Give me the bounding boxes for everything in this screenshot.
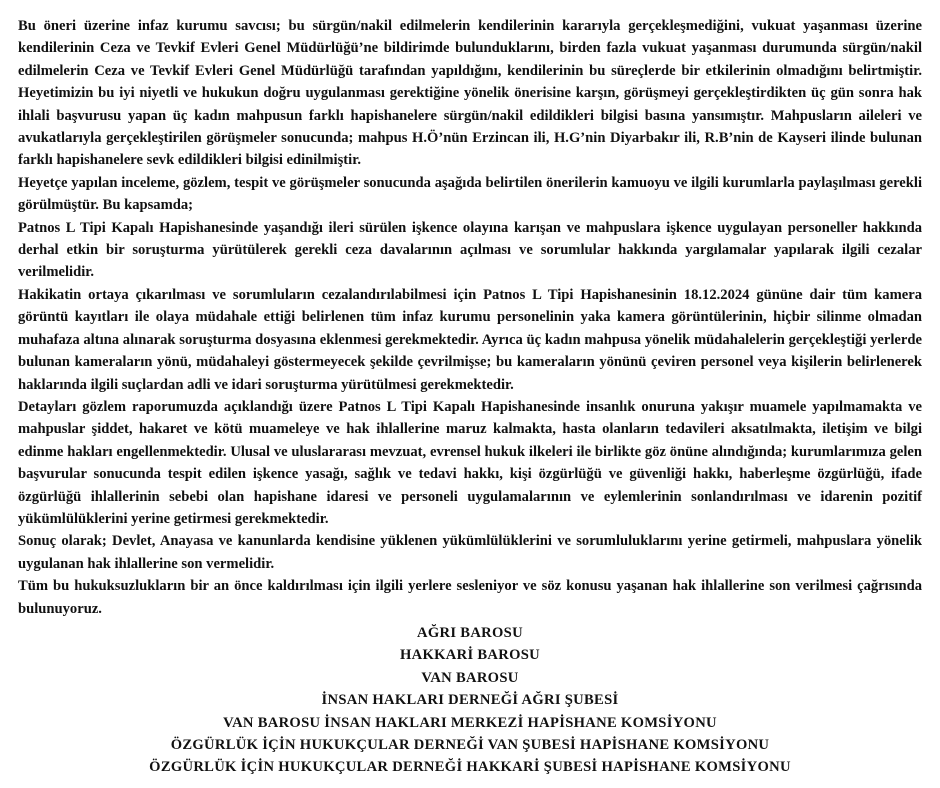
signatory-van-bar: VAN BAROSU: [421, 669, 519, 686]
signatory-ohd-hakkari: ÖZGÜRLÜK İÇİN HUKUKÇULAR DERNEĞİ HAKKARİ ŞUBESİ HAPİSHANE KOMSİYONU: [149, 759, 791, 776]
paragraph-conclusion: Sonuç olarak; Devlet, Anayasa ve kanunlarda kendisine yüklenen yükümlülüklerini ve sorumluluklarını yerine getirmeli, mahpuslara yönelik uygulanan hak ihlallerine son vermelidir.: [18, 533, 922, 572]
paragraph-recommendations-intro: Heyetçe yapılan inceleme, gözlem, tespit ve görüşmeler sonucunda aşağıda belirtilen önerilerin kamuoyu ve ilgili kurumlarla paylaşılması gerekli görülmüştür. Bu kapsamda;: [18, 174, 922, 214]
paragraph-transfer-info: Bu öneri üzerine infaz kurumu savcısı; bu sürgün/nakil edilmelerin kendilerinin kararıyla gerçekleşmediğini, vukuat yaşanması üzerine kendilerinin Ceza ve Tevkif Evleri Genel Müdürlüğü’ne bildirimde bulunduklarını, birden fazla vukuat yaşanması durumunda sürgün/nakil edilmelerin Ceza ve Tevkif Evleri Genel Müdürlüğü tarafından yapıldığını, kendilerinin bu süreçlerde bir etkilerinin olmadığını belirtmiştir. Heyetimizin bu iyi niyetli ve hukukun doğru uygulanması gerektiğine yönelik önerisine karşın, görüşmeyi gerçekleştirdikten üç gün sonra hak ihlali başvurusu yapan üç kadın mahpusun farklı hapishanelere sürgün/nakil edildikleri bilgisi basına yansımıştır. Mahpusların aileleri ve avukatlarıyla gerçekleştirilen görüşmeler sonucunda; mahpus H.Ö’nün Erzincan ili, H.G’nin Diyarbakır ili, R.B’nin de Kayseri ilinde bulunan farklı hapishanelere sevk edildikleri bilgisi edinilmiştir.: [18, 18, 922, 169]
paragraph-camera-records: Hakikatin ortaya çıkarılması ve sorumluların cezalandırılabilmesi için Patnos L Tipi Hapishanesinin 18.12.2024 gününe dair tüm kamera görüntü kayıtları ile olaya müdahale ettiği belirlenen tüm infaz kurumu personelinin yaka kamera görüntülerinin, hiçbir silinme olmadan muhafaza altına alınarak soruşturma dosyasına eklenmesi gerekmektedir. Ayrıca üç kadın mahpusa yönelik müdahalelerin gerçekleştiği yerlerde bulunan kameraların yönü, müdahaleyi göstermeyecek şekilde çevrilmişse; bu kameraların yönünü çeviren personel veya kişilerin belirlenerek haklarında ilgili suçlardan adli ve idari soruşturma yürütülmesi gerekmektedir.: [18, 286, 922, 393]
signatory-ihd-agri: İNSAN HAKLARI DERNEĞİ AĞRI ŞUBESİ: [321, 692, 619, 709]
document-body: [18, 15, 922, 620]
signatories-block: [18, 622, 922, 779]
signatory-ohd-van: ÖZGÜRLÜK İÇİN HUKUKÇULAR DERNEĞİ VAN ŞUBESİ HAPİSHANE KOMSİYONU: [170, 737, 770, 753]
paragraph-call-to-action: Tüm bu hukuksuzlukların bir an önce kaldırılması için ilgili yerlere sesleniyor ve söz konusu yaşanan hak ihlallerine son verilmesi çağrısında bulunuyoruz.: [18, 578, 922, 617]
paragraph-rights-violations: Detayları gözlem raporumuzda açıklandığı üzere Patnos L Tipi Kapalı Hapishanesinde insanlık onuruna yakışır muamele yapılmamakta ve mahpuslar şiddet, hakaret ve kötü muameleye ve hak ihlallerine maruz kalmakta, hasta olanların tedavileri aksatılmakta, iletişim ve bilgi edinme hakları engellenmektedir. Ulusal ve uluslararası mevzuat, evrensel hukuk ilkeleri ile birlikte göz önüne alındığında; kurumlarımıza gelen başvurular sonucunda tespit edilen işkence yasağı, sağlık ve tedavi hakkı, kişi özgürlüğü ve güvenliği hakkı, haberleşme özgürlüğü, ifade özgürlüğü ihlallerinin sebebi olan hapishane idaresi ve personeli uygulamalarının ve eylemlerinin sonlandırılması ve idarenin pozitif yükümlülüklerini yerine getirmesi gerekmektedir.: [18, 398, 922, 527]
signatory-van-bar-hr-center: VAN BAROSU İNSAN HAKLARI MERKEZİ HAPİSHANE KOMSİYONU: [223, 714, 717, 731]
signatory-hakkari-bar: HAKKARİ BAROSU: [399, 647, 541, 664]
paragraph-investigation-demand: Patnos L Tipi Kapalı Hapishanesinde yaşandığı ileri sürülen işkence olayına karışan ve mahpuslara işkence uygulayan personeller hakkında derhal etkin bir soruşturma yürütülerek gerekli ceza davalarının açılması ve sorumlular hakkında yargılamalar yapılarak ilgili cezalar verilmelidir.: [18, 219, 922, 281]
signatory-agri-bar: AĞRI BAROSU: [417, 624, 523, 641]
